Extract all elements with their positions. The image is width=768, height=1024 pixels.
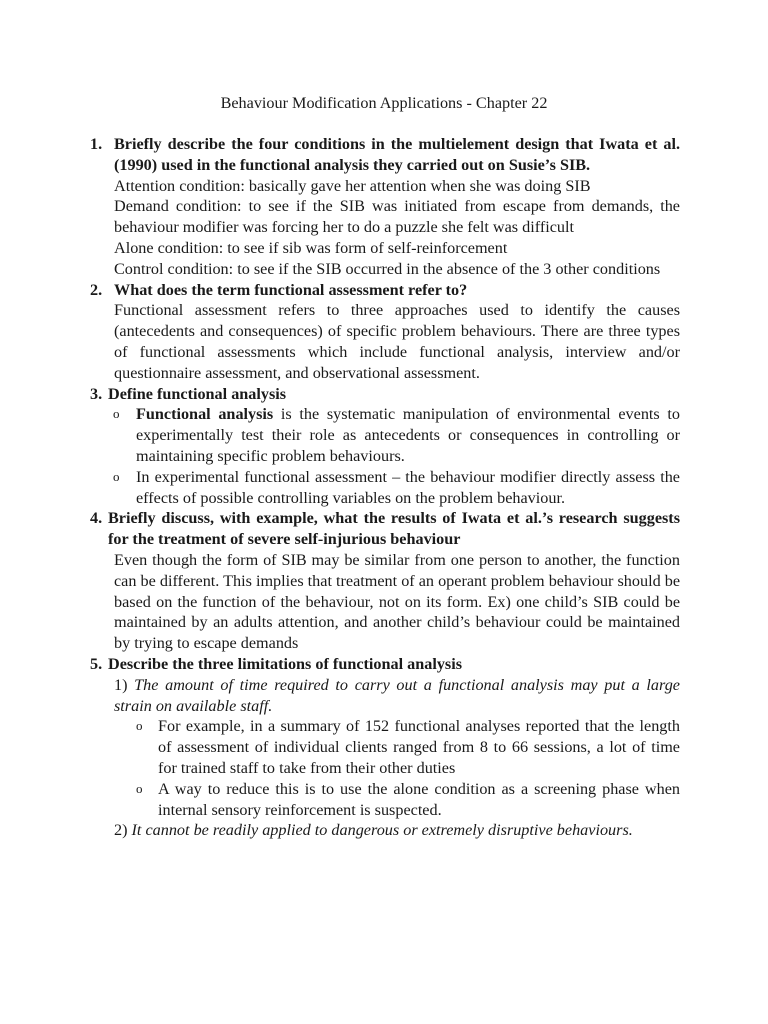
bullet-icon: o <box>113 406 120 422</box>
answer-line: Attention condition: basically gave her attention when she was doing SIB <box>114 176 591 195</box>
question-number: 1. <box>90 135 103 153</box>
answer-line <box>90 196 680 238</box>
question-1 <box>90 134 680 176</box>
bold-term: Functional analysis <box>136 405 274 424</box>
list-item <box>90 716 680 778</box>
question-4 <box>90 508 680 550</box>
question-3 <box>90 384 680 405</box>
bullet-text: is the systematic manipulation of environmental events to experimentally test their role as antecedents or consequences in controlling or maintaining specific problem behaviours. <box>136 405 680 465</box>
question-text: Briefly discuss, with example, what the results of Iwata et al.’s research suggests for the treatment of severe self-injurious behaviour <box>108 509 680 549</box>
question-number: 3. <box>90 384 103 403</box>
page-title: Behaviour Modification Applications - Chapter 22 <box>220 94 548 112</box>
answer-line: Alone condition: to see if sib was form of self-reinforcement <box>114 238 508 257</box>
answer-paragraph: Functional assessment refers to three approaches used to identify the causes (antecedents and consequences) of specific problem behaviours. There are three types of functional assessments which include functional analysis, interview and/or questionnaire assessment, and observational assessment. <box>114 301 680 382</box>
answer-line: Control condition: to see if the SIB occurred in the absence of the 3 other conditions <box>114 259 661 278</box>
question-text: Define functional analysis <box>108 384 287 403</box>
list-item <box>90 404 680 466</box>
limitation-1 <box>90 675 680 717</box>
question-5 <box>90 654 680 675</box>
question-text: What does the term functional assessment refer to? <box>114 280 468 299</box>
question-text: Briefly describe the four conditions in the multielement design that Iwata et al. (1990) used in the functional analysis they carried out on Susie’s SIB. <box>114 135 680 174</box>
bullet-icon: o <box>113 468 120 484</box>
limitation-number: 1) <box>114 675 128 694</box>
document-body <box>90 134 680 841</box>
bullet-text: In experimental functional assessment – the behaviour modifier directly assess the effects of possible controlling variables on the problem behaviour. <box>136 467 680 507</box>
list-item <box>90 467 680 509</box>
bullet-text: For example, in a summary of 152 functional analyses reported that the length of assessment of individual clients ranged from 8 to 66 sessions, a lot of time for trained staff to take from their other duties <box>158 717 680 777</box>
question-number: 2. <box>90 280 103 299</box>
list-item <box>90 779 680 821</box>
limitation-number: 2) <box>114 821 128 840</box>
bullet-text: A way to reduce this is to use the alone condition as a screening phase when internal sensory reinforcement is suspected. <box>158 779 680 819</box>
limitation-text: The amount of time required to carry out a functional analysis may put a large strain on available staff. <box>114 675 680 715</box>
limitation-text: It cannot be readily applied to dangerous or extremely disruptive behaviours. <box>131 821 633 840</box>
question-number: 4. <box>90 509 103 528</box>
bullet-icon: o <box>136 780 143 796</box>
question-number: 5. <box>90 654 103 673</box>
answer-text: Demand condition: to see if the SIB was initiated from escape from demands, the behaviour modifier was forcing her to do a puzzle she felt was difficult <box>114 197 680 237</box>
limitation-2 <box>90 820 680 841</box>
question-text: Describe the three limitations of functional analysis <box>108 654 463 673</box>
bullet-icon: o <box>136 718 143 734</box>
answer-paragraph: Even though the form of SIB may be similar from one person to another, the function can be different. This implies that treatment of an operant problem behaviour should be based on the function of the behaviour, not on its form. Ex) one child’s SIB could be maintained by an adults attention, and another child’s behaviour could be maintained by trying to escape demands <box>114 550 680 653</box>
question-2 <box>90 280 680 301</box>
